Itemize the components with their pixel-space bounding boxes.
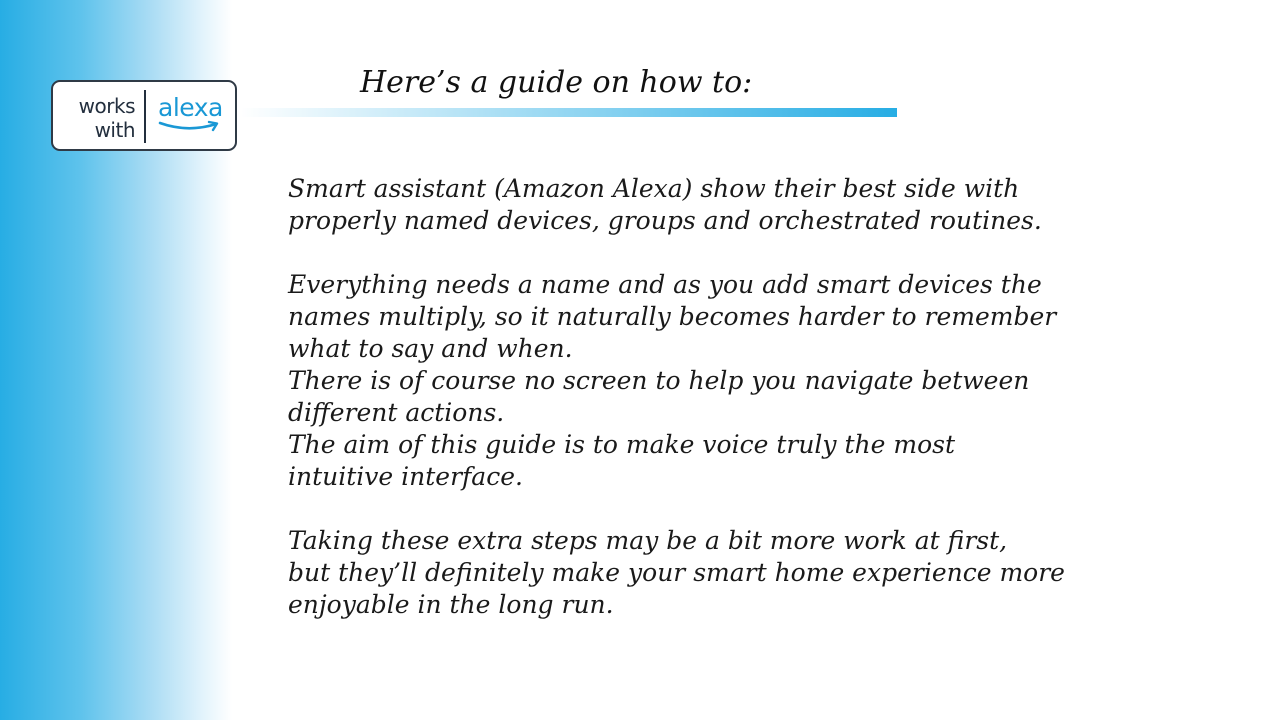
text-line: There is of course no screen to help you navigate between bbox=[288, 366, 1030, 395]
text-line: The aim of this guide is to make voice truly the most bbox=[288, 430, 956, 459]
text-line: Taking these extra steps may be a bit more work at first, bbox=[288, 526, 1008, 555]
badge-divider bbox=[144, 90, 146, 143]
text-line: enjoyable in the long run. bbox=[288, 590, 614, 619]
works-with-alexa-badge bbox=[51, 80, 237, 151]
title-underline bbox=[240, 108, 897, 117]
text-line: what to say and when. bbox=[288, 334, 573, 363]
text-line: intuitive interface. bbox=[288, 462, 523, 491]
text-line: names multiply, so it naturally becomes harder to remember bbox=[288, 302, 1057, 331]
amazon-smile-arrow-icon bbox=[158, 120, 222, 134]
paragraph-spacer bbox=[288, 237, 1248, 269]
text-line: different actions. bbox=[288, 398, 505, 427]
text-line: but they’ll definitely make your smart home experience more bbox=[288, 558, 1065, 587]
paragraph-extra-steps bbox=[288, 525, 1248, 621]
paragraph-names bbox=[288, 269, 1248, 493]
body-text bbox=[288, 173, 1248, 621]
text-line: Everything needs a name and as you add smart devices the bbox=[288, 270, 1042, 299]
badge-alexa-text: alexa bbox=[158, 93, 223, 122]
text-line: properly named devices, groups and orchestrated routines. bbox=[288, 206, 1042, 235]
page-title: Here’s a guide on how to: bbox=[360, 65, 753, 100]
paragraph-intro bbox=[288, 173, 1248, 237]
text-line: Smart assistant (Amazon Alexa) show their best side with bbox=[288, 174, 1020, 203]
badge-works-with-text: works with bbox=[78, 94, 135, 142]
paragraph-spacer bbox=[288, 493, 1248, 525]
